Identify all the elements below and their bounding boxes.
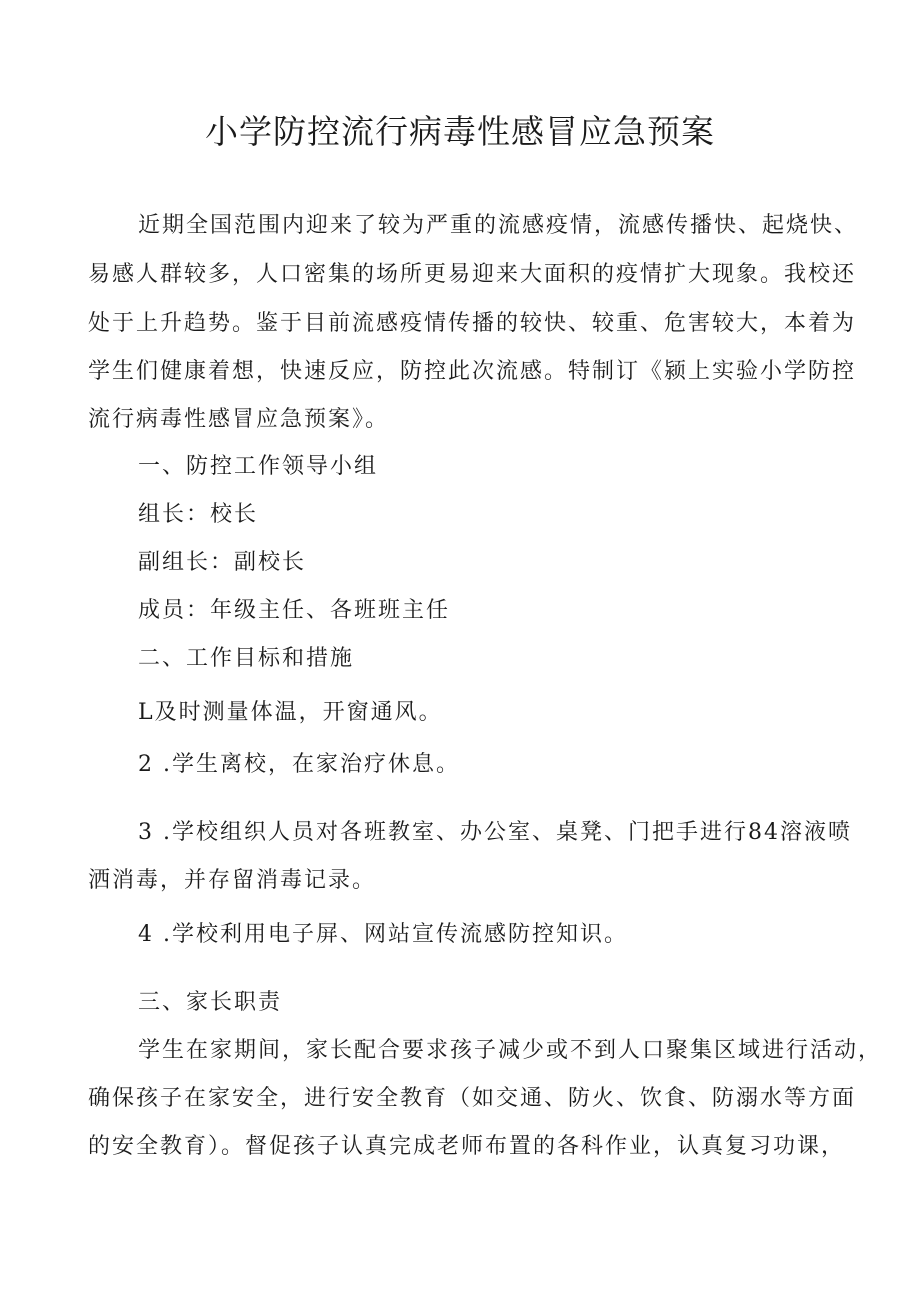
intro-line-3: 处于上升趋势。鉴于目前流感疫情传播的较快、较重、危害较大，本着为 xyxy=(88,311,857,336)
leader-line: 组长：校长 xyxy=(138,502,259,527)
intro-line-1: 近期全国范围内迎来了较为严重的流感疫情，流感传播快、起烧快、 xyxy=(138,213,859,238)
measure-item-1: L及时测量体温，开窗通风。 xyxy=(138,700,443,725)
members-line: 成员：年级主任、各班班主任 xyxy=(138,598,451,623)
parent-duty-line-1: 学生在家期间，家长配合要求孩子减少或不到人口聚集区域进行活动， xyxy=(138,1038,883,1063)
measure-item-4: 4 .学校利用电子屏、网站宣传流感防控知识。 xyxy=(138,922,628,947)
measure-item-3-line-2: 洒消毒，并存留消毒记录。 xyxy=(88,868,377,893)
measure-item-2: 2 .学生离校，在家治疗休息。 xyxy=(138,752,460,777)
section-1-heading: 一、防控工作领导小组 xyxy=(138,454,379,479)
measure-item-3-line-1: 3 .学校组织人员对各班教室、办公室、桌凳、门把手进行84溶液喷 xyxy=(138,820,852,845)
intro-line-4: 学生们健康着想，快速反应，防控此次流感。特制订《颍上实验小学防控 xyxy=(88,359,857,384)
intro-line-5: 流行病毒性感冒应急预案》。 xyxy=(88,407,390,432)
document-title: 小学防控流行病毒性感冒应急预案 xyxy=(205,112,715,151)
parent-duty-line-2: 确保孩子在家安全，进行安全教育（如交通、防火、饮食、防溺水等方面 xyxy=(88,1086,857,1111)
intro-line-2: 易感人群较多，人口密集的场所更易迎来大面积的疫情扩大现象。我校还 xyxy=(88,262,857,287)
section-3-heading: 三、家长职责 xyxy=(138,990,283,1015)
deputy-line: 副组长：副校长 xyxy=(138,550,307,575)
section-2-heading: 二、工作目标和措施 xyxy=(138,646,355,671)
parent-duty-line-3: 的安全教育）。督促孩子认真完成老师布置的各科作业，认真复习功课， xyxy=(88,1134,846,1159)
